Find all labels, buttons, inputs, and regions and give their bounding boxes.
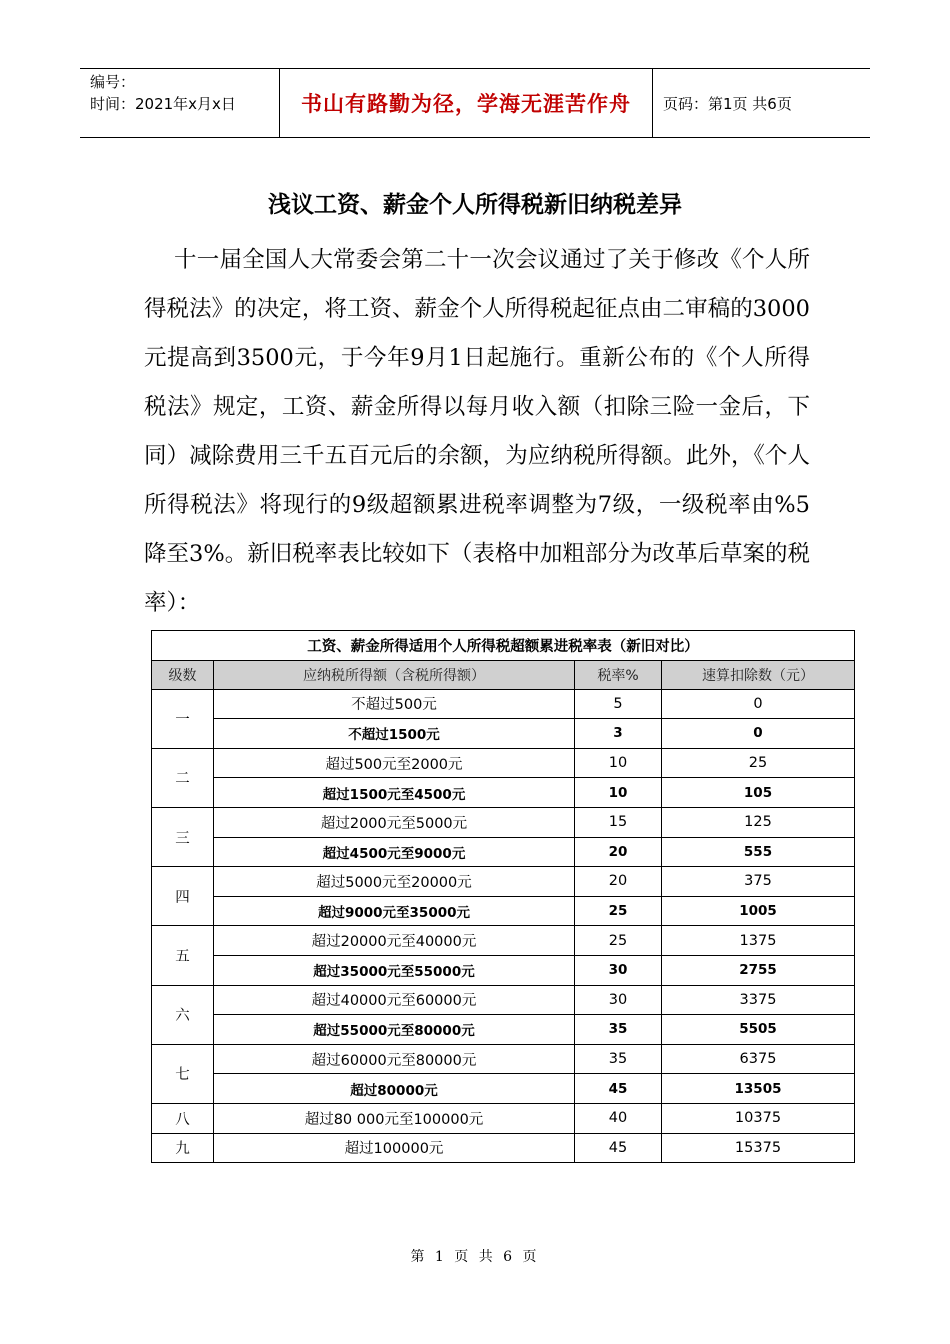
document-header: [80, 68, 870, 138]
header-meta: [80, 69, 280, 137]
rate-cell: 20: [575, 867, 662, 897]
table-row: [152, 807, 855, 837]
table-row: [152, 1133, 855, 1163]
table-row-new-rate: [152, 955, 855, 985]
income-range-cell: 超过2000元至5000元: [214, 807, 575, 837]
level-cell: 二: [152, 748, 214, 807]
table-row-new-rate: [152, 1015, 855, 1045]
table-row-new-rate: [152, 896, 855, 926]
deduction-cell: 1005: [662, 896, 855, 926]
rate-cell: 3: [575, 719, 662, 749]
table-row-new-rate: [152, 778, 855, 808]
table-row: [152, 926, 855, 956]
level-cell: 六: [152, 985, 214, 1044]
income-range-cell: 不超过500元: [214, 689, 575, 719]
income-range-cell: 超过60000元至80000元: [214, 1044, 575, 1074]
income-range-cell: 超过80 000元至100000元: [214, 1103, 575, 1133]
level-cell: 八: [152, 1103, 214, 1133]
deduction-cell: 0: [662, 719, 855, 749]
document-title: 浅议工资、薪金个人所得税新旧纳税差异: [268, 191, 682, 218]
rate-cell: 35: [575, 1044, 662, 1074]
table-header-row: [152, 660, 855, 689]
rate-cell: 20: [575, 837, 662, 867]
rate-cell: 25: [575, 896, 662, 926]
level-cell: 四: [152, 867, 214, 926]
level-cell: 九: [152, 1133, 214, 1163]
income-range-cell: 超过100000元: [214, 1133, 575, 1163]
table-row-new-rate: [152, 1074, 855, 1104]
deduction-cell: 2755: [662, 955, 855, 985]
table-row: [152, 1044, 855, 1074]
income-range-cell: 超过35000元至55000元: [214, 955, 575, 985]
income-range-cell: 超过20000元至40000元: [214, 926, 575, 956]
deduction-cell: 6375: [662, 1044, 855, 1074]
document-date-label: 时间：2021年x月x日: [90, 95, 236, 113]
rate-cell: 40: [575, 1103, 662, 1133]
header-deduction: 速算扣除数（元）: [662, 660, 855, 689]
header-rate: 税率%: [575, 660, 662, 689]
deduction-cell: 5505: [662, 1015, 855, 1045]
level-cell: 一: [152, 689, 214, 748]
table-row: [152, 1103, 855, 1133]
table-row: [152, 748, 855, 778]
table-row-new-rate: [152, 719, 855, 749]
deduction-cell: 1375: [662, 926, 855, 956]
header-motto: 书山有路勤为径，学海无涯苦作舟: [280, 69, 653, 137]
level-cell: 七: [152, 1044, 214, 1103]
table-row-new-rate: [152, 837, 855, 867]
rate-cell: 10: [575, 748, 662, 778]
header-taxable-income: 应纳税所得额（含税所得额）: [214, 660, 575, 689]
deduction-cell: 105: [662, 778, 855, 808]
rate-cell: 5: [575, 689, 662, 719]
income-range-cell: 不超过1500元: [214, 719, 575, 749]
income-range-cell: 超过55000元至80000元: [214, 1015, 575, 1045]
income-range-cell: 超过4500元至9000元: [214, 837, 575, 867]
rate-cell: 30: [575, 985, 662, 1015]
deduction-cell: 0: [662, 689, 855, 719]
rate-cell: 10: [575, 778, 662, 808]
deduction-cell: 10375: [662, 1103, 855, 1133]
deduction-cell: 555: [662, 837, 855, 867]
body-paragraph: 十一届全国人大常委会第二十一次会议通过了关于修改《个人所得税法》的决定，将工资、薪金个人所得税起征点由二审稿的3000元提高到3500元，于今年9月1日起施行。重新公布的《个人所得税法》规定，工资、薪金所得以每月收入额（扣除三险一金后，下同）减除费用三千五百元后的余额，为应纳税所得额。此外，《个人所得税法》将现行的9级超额累进税率调整为7级，一级税率由%5降至3%。新旧税率表比较如下（表格中加粗部分为改革后草案的税率）：: [144, 247, 810, 616]
rate-cell: 45: [575, 1133, 662, 1163]
rate-cell: 35: [575, 1015, 662, 1045]
income-range-cell: 超过500元至2000元: [214, 748, 575, 778]
deduction-cell: 375: [662, 867, 855, 897]
table-body: [152, 689, 855, 1163]
deduction-cell: 3375: [662, 985, 855, 1015]
deduction-cell: 13505: [662, 1074, 855, 1104]
rate-cell: 30: [575, 955, 662, 985]
tax-rate-table: [151, 630, 855, 1163]
rate-cell: 25: [575, 926, 662, 956]
table-title: 工资、薪金所得适用个人所得税超额累进税率表（新旧对比）: [152, 631, 855, 661]
deduction-cell: 125: [662, 807, 855, 837]
income-range-cell: 超过80000元: [214, 1074, 575, 1104]
level-cell: 三: [152, 807, 214, 866]
income-range-cell: 超过40000元至60000元: [214, 985, 575, 1015]
income-range-cell: 超过5000元至20000元: [214, 867, 575, 897]
document-number-label: 编号：: [90, 73, 136, 91]
table-row: [152, 985, 855, 1015]
deduction-cell: 25: [662, 748, 855, 778]
income-range-cell: 超过1500元至4500元: [214, 778, 575, 808]
header-level: 级数: [152, 660, 214, 689]
table-row: [152, 867, 855, 897]
deduction-cell: 15375: [662, 1133, 855, 1163]
rate-cell: 45: [575, 1074, 662, 1104]
income-range-cell: 超过9000元至35000元: [214, 896, 575, 926]
level-cell: 五: [152, 926, 214, 985]
table-row: [152, 689, 855, 719]
page-footer: 第 1 页 共 6 页: [410, 1249, 540, 1265]
rate-cell: 15: [575, 807, 662, 837]
header-page-info: 页码：第1页 共6页: [663, 94, 792, 113]
